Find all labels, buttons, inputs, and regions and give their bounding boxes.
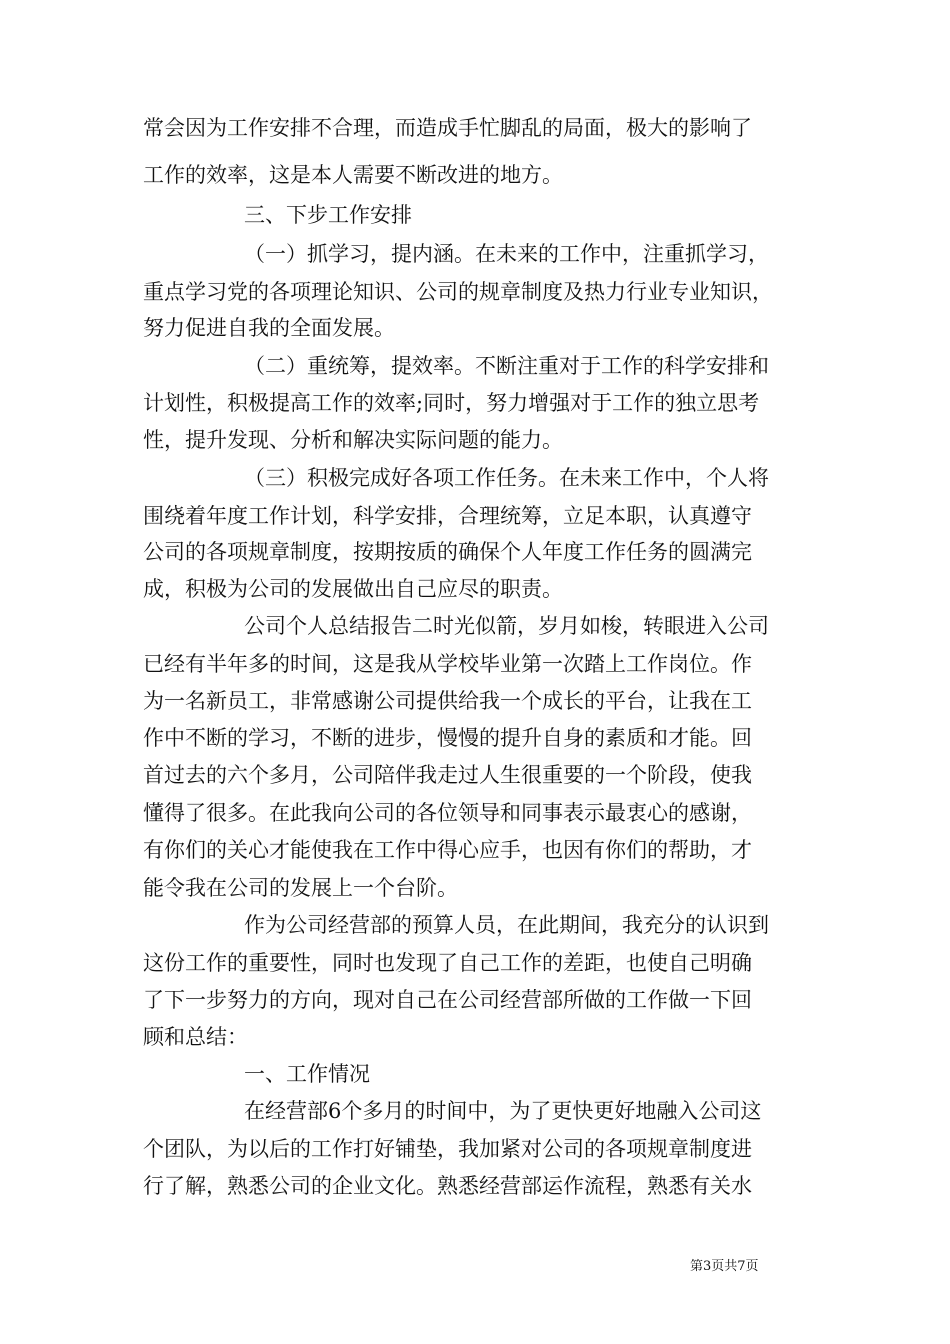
text-line: 个团队，为以后的工作打好铺垫，我加紧对公司的各项规章制度进 [143,1137,752,1161]
text-line: 常会因为工作安排不合理，而造成手忙脚乱的局面，极大的影响了 [143,116,752,140]
text-line: 重点学习党的各项理论知识、公司的规章制度及热力行业专业知识， [143,280,773,304]
text-line: （三）积极完成好各项工作任务。在未来工作中，个人将 [244,466,769,490]
text-line: 能令我在公司的发展上一个台阶。 [143,876,458,900]
text-line: 了下一步努力的方向，现对自己在公司经营部所做的工作做一下回 [143,988,752,1012]
section-heading: 三、下步工作安排 [244,203,412,227]
text-line: 为一名新员工，非常感谢公司提供给我一个成长的平台，让我在工 [143,689,752,713]
text-line: 首过去的六个多月，公司陪伴我走过人生很重要的一个阶段，使我 [143,763,752,787]
text-line: 已经有半年多的时间，这是我从学校毕业第一次踏上工作岗位。作 [143,652,752,676]
text-line: 顾和总结： [143,1025,248,1049]
text-line: 计划性，积极提高工作的效率;同时，努力增强对于工作的独立思考 [143,391,760,415]
text-line: （一）抓学习，提内涵。在未来的工作中，注重抓学习， [244,242,769,266]
text-line: 在经营部6个多月的时间中，为了更快更好地融入公司这 [244,1099,762,1123]
text-line: 成，积极为公司的发展做出自己应尽的职责。 [143,577,563,601]
text-line: （二）重统筹，提效率。不断注重对于工作的科学安排和 [244,354,769,378]
text-line: 作中不断的学习，不断的进步，慢慢的提升自身的素质和才能。回 [143,726,752,750]
text-line: 工作的效率，这是本人需要不断改进的地方。 [143,163,563,187]
text-line: 努力促进自我的全面发展。 [143,316,395,340]
page-number: 第3页共7页 [690,1259,759,1274]
text-line: 公司的各项规章制度，按期按质的确保个人年度工作任务的圆满完 [143,540,752,564]
text-line: 行了解，熟悉公司的企业文化。熟悉经营部运作流程，熟悉有关水 [143,1174,752,1198]
text-line: 有你们的关心才能使我在工作中得心应手，也因有你们的帮助，才 [143,838,752,862]
section-heading: 一、工作情况 [244,1062,370,1086]
text-line: 公司个人总结报告二时光似箭，岁月如梭，转眼进入公司 [244,614,769,638]
text-line: 作为公司经营部的预算人员，在此期间，我充分的认识到 [244,913,769,937]
text-line: 围绕着年度工作计划，科学安排，合理统筹，立足本职，认真遵守 [143,504,752,528]
text-line: 这份工作的重要性，同时也发现了自己工作的差距，也使自己明确 [143,951,752,975]
text-line: 懂得了很多。在此我向公司的各位领导和同事表示最衷心的感谢， [143,801,752,825]
text-line: 性，提升发现、分析和解决实际问题的能力。 [143,428,563,452]
